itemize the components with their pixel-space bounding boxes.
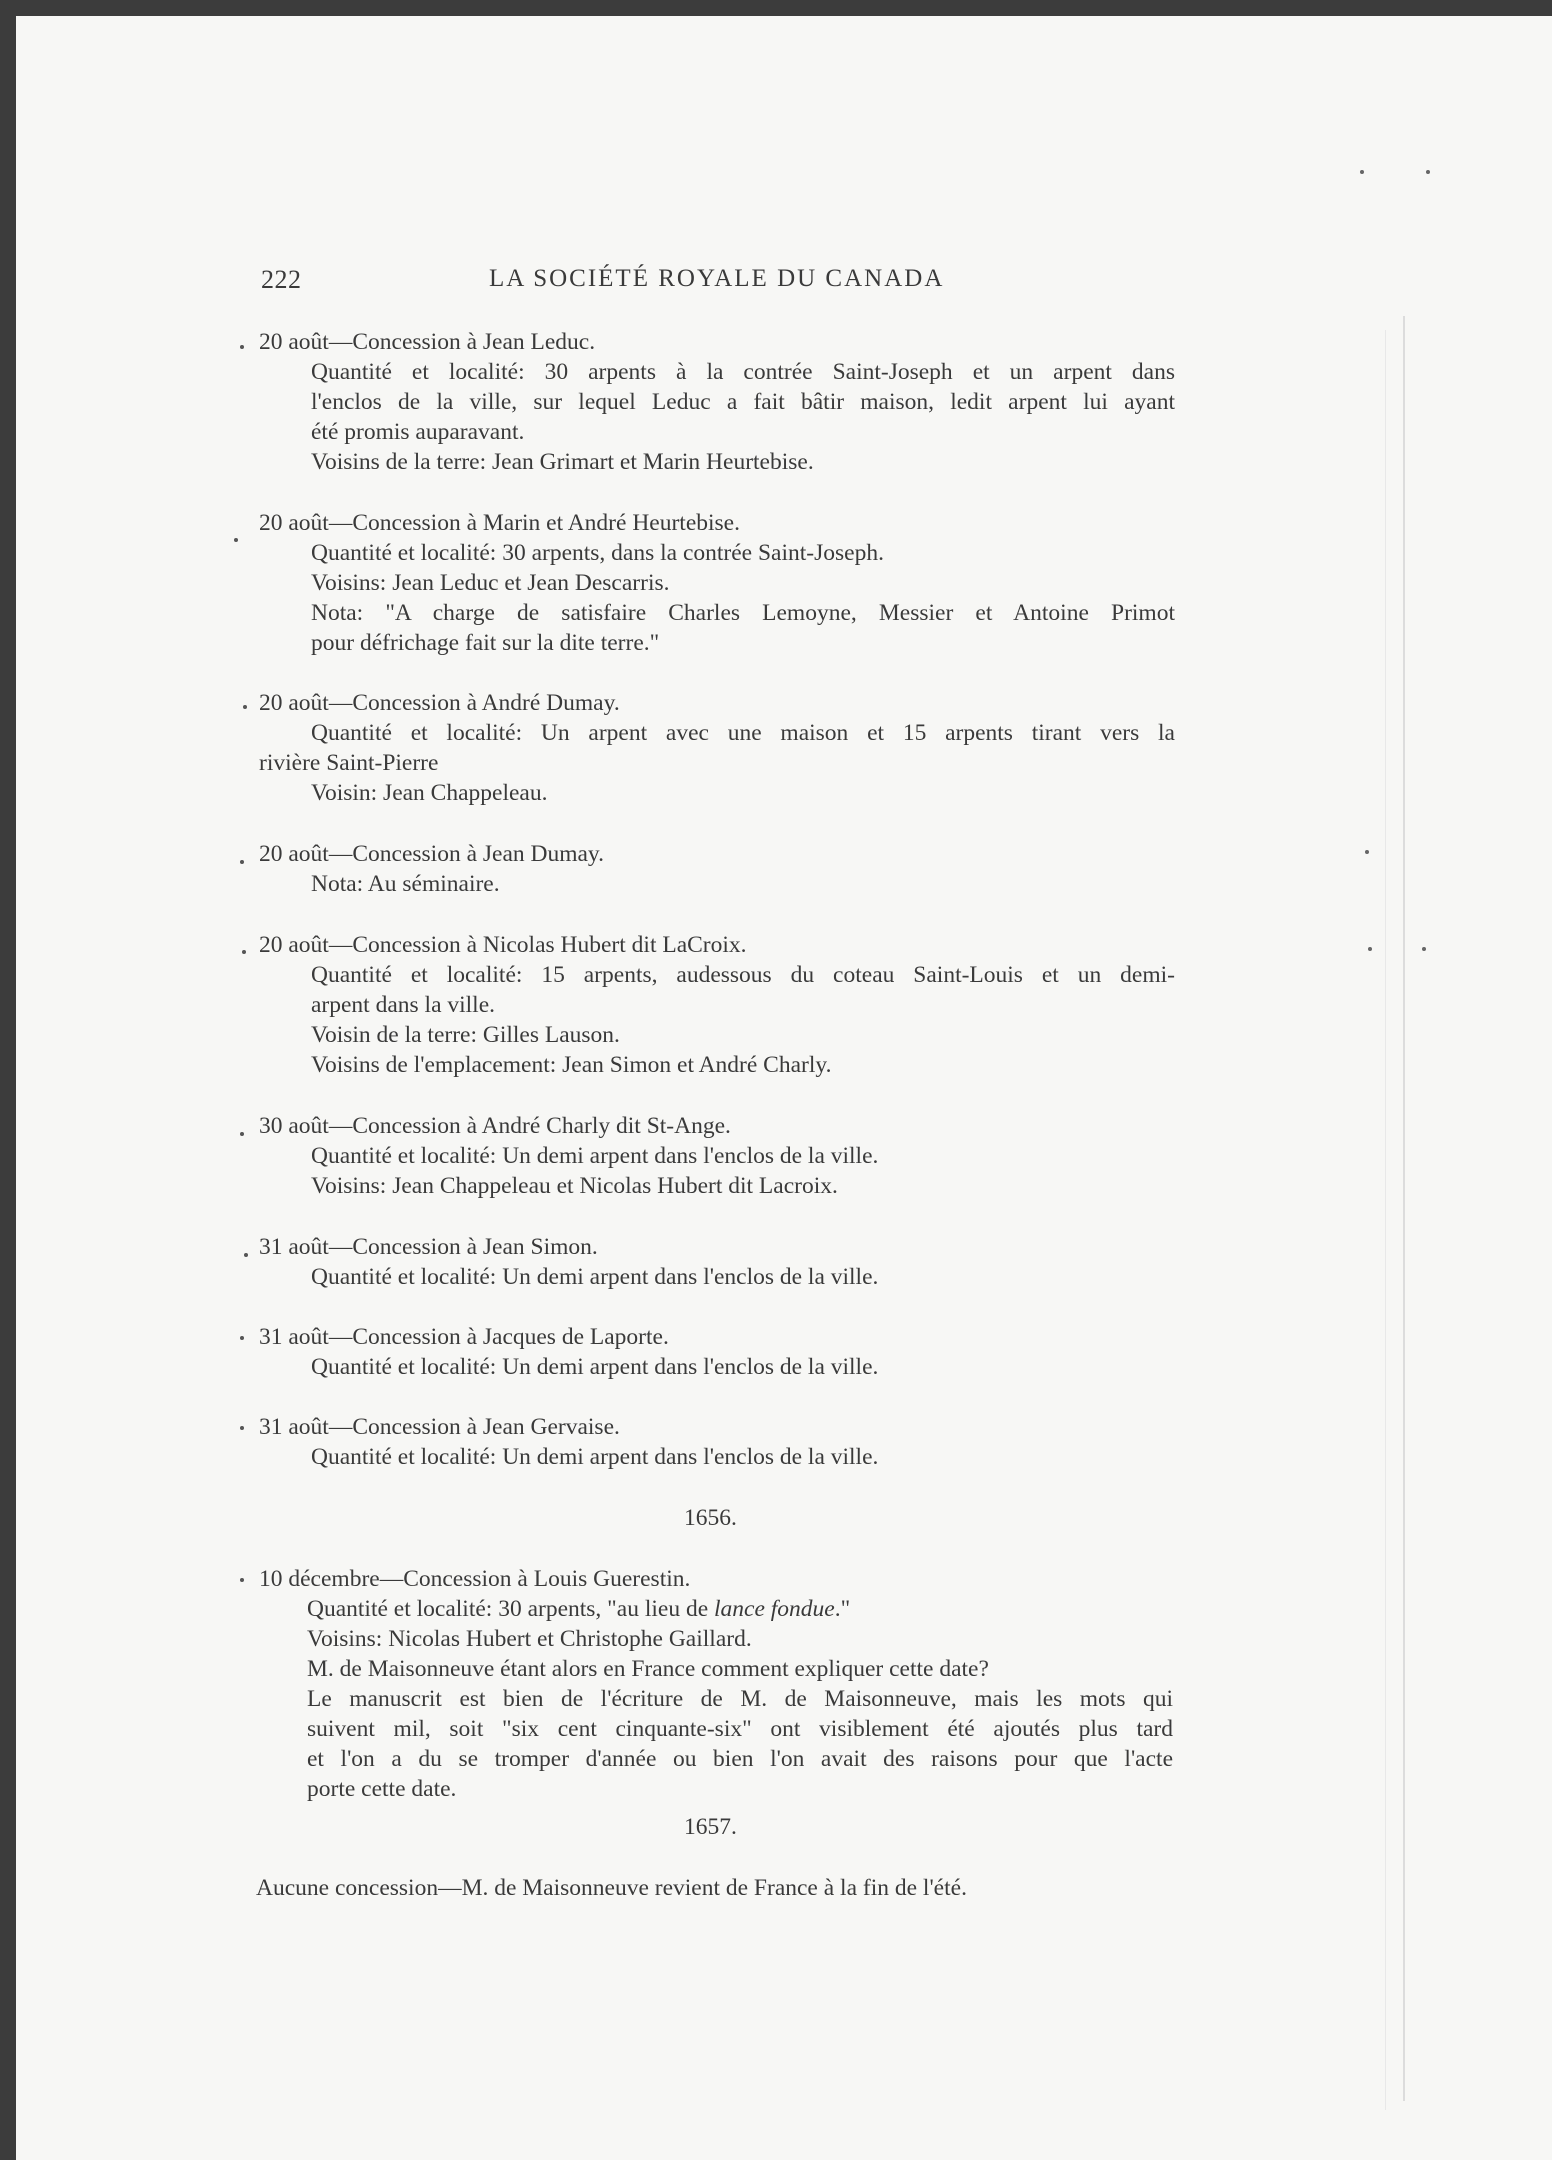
- entry-heading: 20 août—Concession à Jean Leduc.: [259, 329, 596, 355]
- entry-line: l'enclos de la ville, sur lequel Leduc a fait bâtir maison, ledit arpent lui ayant: [311, 389, 1175, 415]
- entry-heading: 31 août—Concession à Jean Simon.: [259, 1234, 598, 1260]
- entry-line: Voisin de la terre: Gilles Lauson.: [311, 1022, 620, 1048]
- margin-mark: [242, 950, 246, 954]
- entry-line: Nota: "A charge de satisfaire Charles Lemoyne, Messier et Antoine Primot: [311, 600, 1175, 626]
- margin-mark: [240, 1578, 244, 1582]
- entry-heading: 20 août—Concession à Nicolas Hubert dit LaCroix.: [259, 932, 747, 958]
- entry-line: Quantité et localité: 30 arpents, dans la contrée Saint-Joseph.: [311, 540, 884, 566]
- entry-line: pour défrichage fait sur la dite terre.": [311, 630, 660, 656]
- margin-mark: [240, 345, 244, 349]
- entry-heading: 20 août—Concession à Marin et André Heurtebise.: [259, 510, 740, 536]
- margin-mark: [244, 1253, 248, 1257]
- entry-line: porte cette date.: [307, 1776, 457, 1802]
- closing-line: Aucune concession—M. de Maisonneuve revient de France à la fin de l'été.: [256, 1875, 967, 1901]
- margin-mark: [243, 705, 247, 709]
- margin-mark: [240, 1132, 244, 1136]
- margin-mark: [234, 538, 238, 542]
- entry-line: Quantité et localité: 30 arpents à la contrée Saint-Joseph et un arpent dans: [311, 359, 1175, 385]
- entry-line: Voisins: Nicolas Hubert et Christophe Gaillard.: [307, 1626, 752, 1652]
- entry-heading: 30 août—Concession à André Charly dit St-Ange.: [259, 1113, 731, 1139]
- entry-line: Nota: Au séminaire.: [311, 871, 500, 897]
- entry-line: Voisins: Jean Leduc et Jean Descarris.: [311, 570, 670, 596]
- margin-mark: [240, 1336, 244, 1340]
- entry-heading: 20 août—Concession à Jean Dumay.: [259, 841, 605, 867]
- entry-line: Quantité et localité: 15 arpents, audessous du coteau Saint-Louis et un demi-: [311, 962, 1175, 988]
- margin-mark: [240, 1426, 244, 1430]
- entry-line: Quantité et localité: Un demi arpent dans l'enclos de la ville.: [311, 1444, 879, 1470]
- entry-line: Le manuscrit est bien de l'écriture de M. de Maisonneuve, mais les mots qui: [307, 1686, 1173, 1712]
- entry-line-quantity: [307, 1594, 850, 1624]
- running-head: LA SOCIÉTÉ ROYALE DU CANADA: [489, 265, 945, 292]
- entry-heading: 20 août—Concession à André Dumay.: [259, 690, 620, 716]
- entry-line: Quantité et localité: Un arpent avec une maison et 15 arpents tirant vers la: [311, 720, 1175, 746]
- entry-line: Quantité et localité: Un demi arpent dans l'enclos de la ville.: [311, 1143, 879, 1169]
- page-number: 222: [261, 265, 302, 294]
- year-heading-1657: 1657.: [684, 1814, 737, 1840]
- year-heading-1656: 1656.: [684, 1505, 737, 1531]
- entry-line: et l'on a du se tromper d'année ou bien l'on avait des raisons pour que l'acte: [307, 1746, 1173, 1772]
- entry-line: arpent dans la ville.: [311, 992, 496, 1018]
- entry-line: Quantité et localité: Un demi arpent dans l'enclos de la ville.: [311, 1354, 879, 1380]
- margin-mark: [240, 860, 244, 864]
- entry-line: Quantité et localité: Un demi arpent dans l'enclos de la ville.: [311, 1264, 879, 1290]
- entry-line: Voisins de l'emplacement: Jean Simon et André Charly.: [311, 1052, 832, 1078]
- entry-heading: 10 décembre—Concession à Louis Guerestin.: [259, 1566, 691, 1592]
- entry-heading: 31 août—Concession à Jacques de Laporte.: [259, 1324, 669, 1350]
- quantity-italic: lance fondue: [714, 1596, 835, 1622]
- entry-line: Voisins de la terre: Jean Grimart et Marin Heurtebise.: [311, 449, 814, 475]
- entry-line: Voisins: Jean Chappeleau et Nicolas Hubert dit Lacroix.: [311, 1173, 838, 1199]
- entry-line: suivent mil, soit "six cent cinquante-six" ont visiblement été ajoutés plus tard: [307, 1716, 1173, 1742]
- entry-heading: 31 août—Concession à Jean Gervaise.: [259, 1414, 620, 1440]
- entry-line: rivière Saint-Pierre: [259, 750, 439, 776]
- entry-line: M. de Maisonneuve étant alors en France comment expliquer cette date?: [307, 1656, 989, 1682]
- quantity-suffix: .": [834, 1596, 851, 1622]
- quantity-text: Quantité et localité: 30 arpents, "au lieu de: [307, 1596, 714, 1622]
- entry-line: Voisin: Jean Chappeleau.: [311, 780, 548, 806]
- entry-line: été promis auparavant.: [311, 419, 525, 445]
